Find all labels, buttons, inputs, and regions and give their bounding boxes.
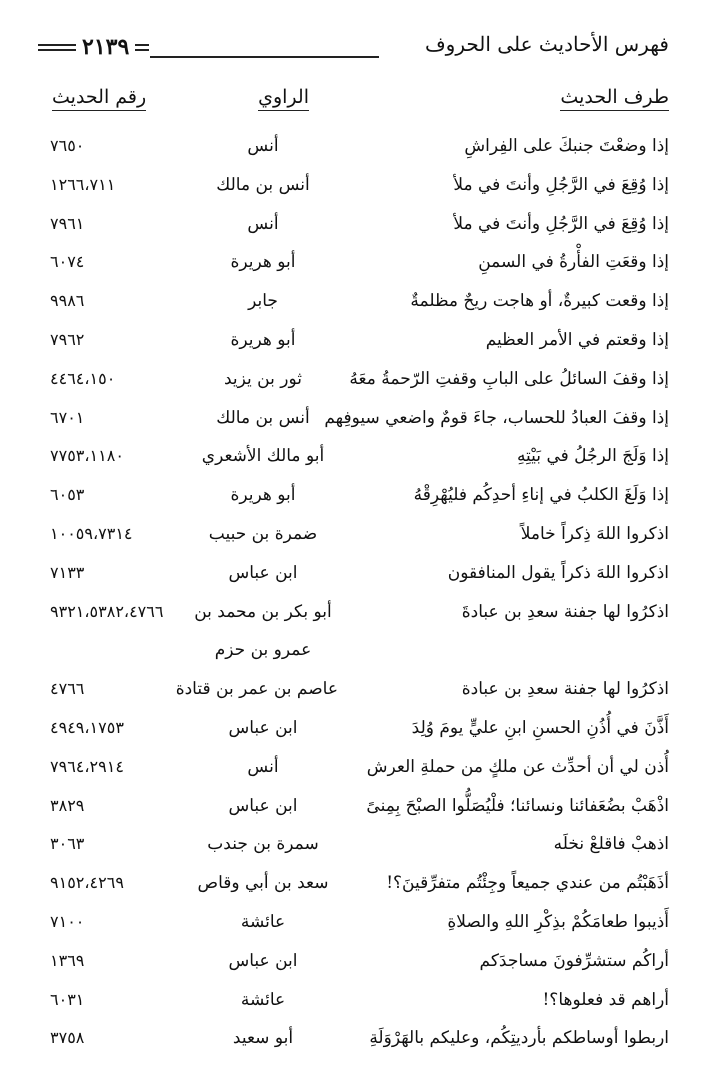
narrator-name: ابن عباس <box>228 795 298 816</box>
header-rule <box>150 56 379 58</box>
hadith-number: ٦٠٧٤ <box>50 252 85 272</box>
table-row <box>0 1020 703 1059</box>
table-row <box>0 671 703 710</box>
table-row <box>0 904 703 943</box>
hadith-number: ٧١٠٠ <box>50 911 85 931</box>
table-row <box>0 400 703 439</box>
hadith-text: إذا وَلَجَ الرجُلُ في بَيْتِهِ <box>516 446 669 467</box>
hadith-text: أَذيبوا طعامَكُمْ بذِكْرِ اللهِ والصلاةِ <box>447 911 669 932</box>
hadith-number: ٣٨٢٩ <box>50 795 85 815</box>
narrator-name: سعد بن أبي وقاص <box>197 873 329 894</box>
narrator-name: ابن عباس <box>228 717 298 738</box>
table-row <box>0 283 703 322</box>
narrator-name: عائشة <box>240 911 286 932</box>
hadith-text: إذا وقعَتِ الفأْرةُ في السمنِ <box>478 252 669 273</box>
hadith-text: اذهبْ فاقلعْ نخلَه <box>553 834 669 855</box>
narrator-name: ثور بن يزيد <box>224 368 302 389</box>
hadith-number: ٣٠٦٣ <box>50 834 85 854</box>
hadith-text: إذا وقعتم في الأمر العظيم <box>485 329 669 350</box>
hadith-text: إذا وُقِعَ في الرَّجُلِ وأنتَ في ملأ <box>453 174 669 195</box>
table-row <box>0 361 703 400</box>
table-row <box>0 477 703 516</box>
narrator-name: أنس <box>247 213 279 234</box>
hadith-text: أَذَّنَ في أُذُنِ الحسنِ ابنِ عليٍّ يومَ وُلِدَ <box>411 717 669 738</box>
table-row <box>0 244 703 283</box>
hadith-text: أُذن لي أن أحدِّث عن ملكٍ من حملةِ العرش <box>366 756 669 777</box>
hadith-text: أذَهَبْتُم من عندي جميعاً وجِئْتُم متفرِّقينَ؟! <box>386 873 669 894</box>
hadith-text: إذا وُقِعَ في الرَّجُلِ وأنتَ في ملأ <box>453 213 669 234</box>
hadith-text: اذكروا اللهَ ذكراً يقول المنافقون <box>447 562 669 583</box>
table-row <box>0 322 703 361</box>
hadith-number: ٦٠٥٣ <box>50 485 85 505</box>
narrator-name: سمرة بن جندب <box>207 834 319 855</box>
narrator-name: أنس بن مالك <box>216 174 310 195</box>
hadith-text: اذكرُوا لها جفنة سعدِ بن عبادة <box>461 679 669 700</box>
hadith-text: اربطوا أوساطكم بأرديتِكُم، وعليكم بالهَرْوَلَةِ <box>369 1028 669 1049</box>
hadith-text: أراهم قد فعلوها؟! <box>542 989 669 1010</box>
column-headers <box>0 86 703 120</box>
hadith-text: أراكُم ستشرِّفونَ مساجدَكم <box>479 950 669 971</box>
hadith-text: إذا وضعْتَ جنبكَ على الفِراشِ <box>464 136 669 156</box>
narrator-name: جابر <box>248 291 278 312</box>
narrator-name: عاصم بن عمر بن قتادة <box>175 679 338 700</box>
narrator-name: أبو هريرة <box>230 329 296 350</box>
table-row <box>0 438 703 477</box>
narrator-name: أبو هريرة <box>230 485 296 506</box>
narrator-name: ابن عباس <box>228 562 298 583</box>
hadith-number: ٦٧٠١ <box>50 407 85 427</box>
table-row <box>0 516 703 555</box>
hadith-number: ٧٦٥٠ <box>50 136 85 155</box>
column-header-hadith: طرف الحديث <box>560 86 669 111</box>
narrator-name: أبو مالك الأشعري <box>201 446 325 467</box>
hadith-number: ٤٧٦٦ <box>50 679 85 699</box>
table-row <box>0 865 703 904</box>
narrator-name: ابن عباس <box>228 950 298 971</box>
narrator-name: عائشة <box>240 989 286 1010</box>
hadith-text: إذا وقفَ السائلُ على البابِ وقفتِ الرّحمةُ معَهُ <box>349 368 669 389</box>
table-row <box>0 943 703 982</box>
page-number-block <box>38 34 149 60</box>
narrator-name: أبو سعيد <box>232 1028 294 1049</box>
hadith-number: ٣٧٥٨ <box>50 1028 85 1048</box>
hadith-number: ١٠٠٥٩،٧٣١٤ <box>50 523 133 543</box>
table-row <box>0 749 703 788</box>
hadith-text: اذْهَبْ بضُعَفائنا ونسائنا؛ فلْيُصَلُّوا الصبْحَ بِمِنىً <box>366 795 669 816</box>
table-row <box>0 555 703 594</box>
hadith-number: ١٣٦٩ <box>50 950 85 970</box>
table-row <box>0 788 703 827</box>
column-header-number: رقم الحديث <box>52 86 146 111</box>
table-row <box>0 167 703 206</box>
narrator-name: أنس <box>247 756 279 777</box>
hadith-number: ٩١٥٢،٤٢٦٩ <box>50 873 124 893</box>
narrator-name: عمرو بن حزم <box>214 640 312 661</box>
table-row <box>0 594 703 633</box>
hadith-number: ٧٩٦١ <box>50 213 85 233</box>
narrator-name: أبو هريرة <box>230 252 296 273</box>
hadith-text: إذا وَلَغَ الكلبُ في إناءِ أحدِكُم فليُهْرِقْهُ <box>413 485 669 506</box>
hadith-number: ٤٩٤٩،١٧٥٣ <box>50 717 124 737</box>
page-number-rule-right <box>135 44 149 51</box>
hadith-number: ١٢٦٦،٧١١ <box>50 174 116 194</box>
table-row <box>0 632 703 671</box>
page-number-rule-left <box>38 44 76 51</box>
table-row <box>0 982 703 1021</box>
page-number: ٢١٣٩ <box>82 34 130 60</box>
running-header <box>38 28 669 64</box>
hadith-number: ٧١٣٣ <box>50 562 85 582</box>
index-table <box>0 128 703 1059</box>
hadith-number: ٩٩٨٦ <box>50 291 85 311</box>
hadith-number: ٩٣٢١،٥٣٨٢،٤٧٦٦ <box>50 601 164 621</box>
hadith-text: إذا وقفَ العبادُ للحساب، جاءَ قومٌ واضعي سيوفِهم <box>324 407 669 428</box>
narrator-name: أنس بن مالك <box>216 407 310 428</box>
narrator-name: أنس <box>247 136 279 156</box>
hadith-number: ٧٩٦٤،٢٩١٤ <box>50 756 124 776</box>
table-row <box>0 128 703 167</box>
hadith-number: ٧٩٦٢ <box>50 329 85 349</box>
hadith-text: اذكروا اللهَ ذِكراً خاملاً <box>520 523 669 544</box>
narrator-name: ضمرة بن حبيب <box>208 523 318 544</box>
header-title: فهرس الأحاديث على الحروف <box>424 32 669 56</box>
hadith-number: ٧٧٥٣،١١٨٠ <box>50 446 124 466</box>
table-row <box>0 206 703 245</box>
hadith-text: إذا وقعت كبيرةٌ، أو هاجت ريحٌ مظلمةٌ <box>410 291 669 312</box>
narrator-name: أبو بكر بن محمد بن <box>194 601 332 622</box>
hadith-number: ٦٠٣١ <box>50 989 85 1009</box>
table-row <box>0 826 703 865</box>
table-row <box>0 710 703 749</box>
column-header-narrator: الراوي <box>258 86 309 111</box>
hadith-text: اذكرُوا لها جفنة سعدِ بن عبادةَ <box>461 601 669 622</box>
hadith-number: ٤٤٦٤،١٥٠ <box>50 368 116 388</box>
